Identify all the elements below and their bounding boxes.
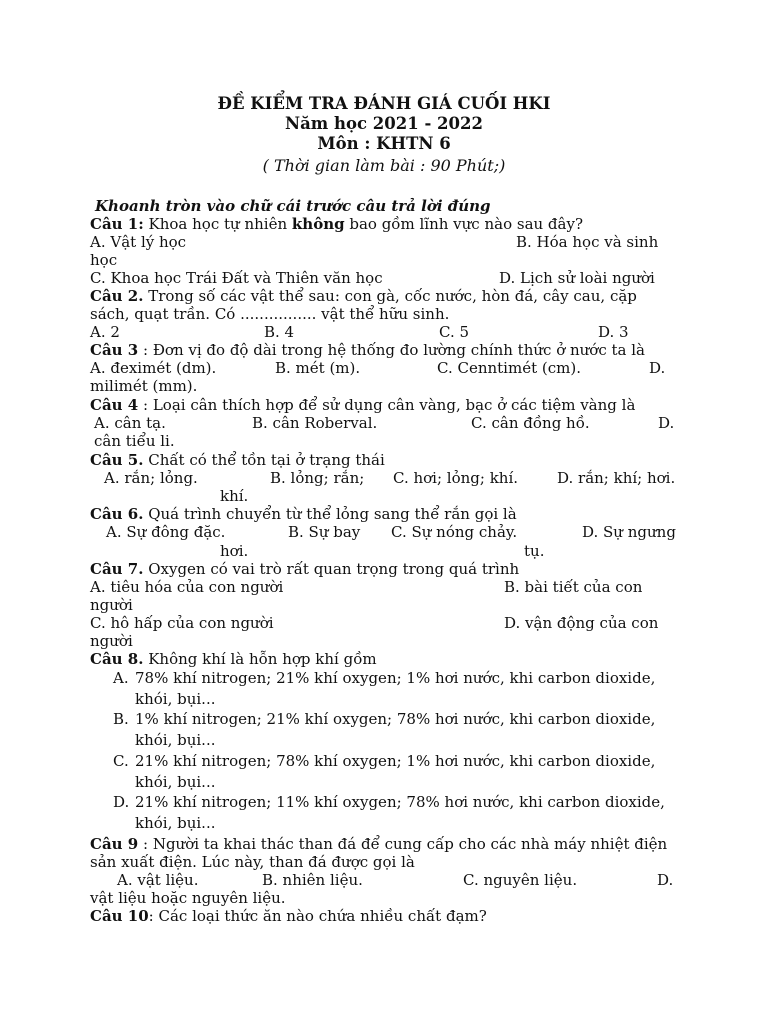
q1-option-b-cont: học: [90, 251, 118, 269]
question-label: Câu 3: [90, 341, 139, 359]
q5-option-d: D. rắn; khí; hơi.: [557, 469, 676, 487]
question-9: Câu 9 : Người ta khai thác than đá để cung cấp cho các nhà máy nhiệt điện: [90, 835, 668, 853]
exam-title: ĐỀ KIỂM TRA ĐÁNH GIÁ CUỐI HKI: [217, 94, 551, 113]
q7-option-b: B. bài tiết của con: [504, 578, 643, 596]
question-label: Câu 10: [90, 907, 149, 925]
question-label: Câu 2.: [90, 287, 144, 305]
q2-option-d: D. 3: [598, 323, 629, 341]
question-5: Câu 5. Chất có thể tồn tại ở trạng thái: [90, 451, 385, 469]
q8-option-d: 21% khí nitrogen; 11% khí oxygen; 78% hơi nước, khi carbon dioxide,: [135, 793, 665, 811]
question-9-line2: sản xuất điện. Lúc này, than đá được gọi là: [90, 853, 415, 871]
q8-option-c-cont: khói, bụi...: [135, 773, 216, 791]
question-3: Câu 3 : Đơn vị đo độ dài trong hệ thống đo lường chính thức ở nước ta là: [90, 341, 645, 359]
q5-option-b-cont: khí.: [220, 487, 249, 505]
q8-option-b: 1% khí nitrogen; 21% khí oxygen; 78% hơi nước, khi carbon dioxide,: [135, 710, 656, 728]
question-label: Câu 1:: [90, 215, 144, 233]
q9-option-d-cont: vật liệu hoặc nguyên liệu.: [90, 889, 286, 907]
q3-option-b: B. mét (m).: [275, 359, 361, 377]
q4-option-d: D.: [658, 414, 675, 432]
question-7: Câu 7. Oxygen có vai trò rất quan trọng trong quá trình: [90, 560, 520, 578]
q7-option-b-cont: người: [90, 596, 133, 614]
q6-option-b: B. Sự bay: [288, 523, 361, 541]
q8-option-a-letter: A.: [113, 669, 129, 687]
q4-option-c: C. cân đồng hồ.: [471, 414, 590, 432]
q6-option-c: C. Sự nóng chảy.: [391, 523, 518, 541]
question-4: Câu 4 : Loại cân thích hợp để sử dụng cân vàng, bạc ở các tiệm vàng là: [90, 396, 636, 414]
q7-option-a: A. tiêu hóa của con người: [90, 578, 284, 596]
q9-option-b: B. nhiên liệu.: [262, 871, 363, 889]
school-year: Năm học 2021 - 2022: [285, 114, 483, 133]
question-10: Câu 10: Các loại thức ăn nào chứa nhiều chất đạm?: [90, 907, 487, 925]
question-1: Câu 1: Khoa học tự nhiên không bao gồm lĩnh vực nào sau đây?: [90, 215, 583, 233]
q8-option-b-letter: B.: [113, 710, 129, 728]
question-label: Câu 7.: [90, 560, 144, 578]
q8-option-d-letter: D.: [113, 793, 130, 811]
q5-option-c: C. hơi; lỏng; khí.: [393, 469, 519, 487]
q3-option-d-cont: milimét (mm).: [90, 377, 198, 395]
q8-option-d-cont: khói, bụi...: [135, 814, 216, 832]
question-label: Câu 6.: [90, 505, 144, 523]
question-label: Câu 4: [90, 396, 139, 414]
q1-option-c: C. Khoa học Trái Đất và Thiên văn học: [90, 269, 383, 287]
q8-option-a-cont: khói, bụi...: [135, 690, 216, 708]
q7-option-d-cont: người: [90, 632, 133, 650]
q9-option-a: A. vật liệu.: [117, 871, 199, 889]
q6-option-d: D. Sự ngưng: [582, 523, 676, 541]
q2-option-b: B. 4: [264, 323, 295, 341]
q6-option-d-cont: tụ.: [524, 542, 545, 560]
subject: Môn : KHTN 6: [317, 134, 451, 153]
q8-option-b-cont: khói, bụi...: [135, 731, 216, 749]
time-limit: ( Thời gian làm bài : 90 Phút;): [262, 156, 506, 175]
question-label: Câu 8.: [90, 650, 144, 668]
question-8: Câu 8. Không khí là hỗn hợp khí gồm: [90, 650, 377, 668]
q1-option-a: A. Vật lý học: [90, 233, 187, 251]
question-label: Câu 9: [90, 835, 139, 853]
q9-option-c: C. nguyên liệu.: [463, 871, 578, 889]
q1-option-d: D. Lịch sử loài người: [499, 269, 655, 287]
instruction: Khoanh tròn vào chữ cái trước câu trả lời đúng: [95, 197, 491, 215]
q7-option-c: C. hô hấp của con người: [90, 614, 274, 632]
q6-option-a: A. Sự đông đặc.: [106, 523, 226, 541]
question-2-line2: sách, quạt trần. Có ................ vật thể hữu sinh.: [90, 305, 450, 323]
q8-option-c-letter: C.: [113, 752, 129, 770]
question-2: Câu 2. Trong số các vật thể sau: con gà, cốc nước, hòn đá, cây cau, cặp: [90, 287, 637, 305]
question-label: Câu 5.: [90, 451, 144, 469]
q3-option-c: C. Cenntimét (cm).: [437, 359, 581, 377]
q5-option-b: B. lỏng; rắn;: [270, 469, 365, 487]
q9-option-d: D.: [657, 871, 674, 889]
q7-option-d: D. vận động của con: [504, 614, 659, 632]
q6-option-b-cont: hơi.: [220, 542, 249, 560]
q3-option-d: D.: [649, 359, 666, 377]
q2-option-c: C. 5: [439, 323, 470, 341]
q2-option-a: A. 2: [90, 323, 120, 341]
question-6: Câu 6. Quá trình chuyển từ thể lỏng sang thể rắn gọi là: [90, 505, 517, 523]
q4-option-b: B. cân Roberval.: [252, 414, 378, 432]
q8-option-a: 78% khí nitrogen; 21% khí oxygen; 1% hơi nước, khi carbon dioxide,: [135, 669, 656, 687]
q4-option-a: A. cân tạ.: [94, 414, 166, 432]
q1-option-b: B. Hóa học và sinh: [516, 233, 659, 251]
q5-option-a: A. rắn; lỏng.: [104, 469, 198, 487]
q3-option-a: A. đeximét (dm).: [90, 359, 217, 377]
q4-option-d-cont: cân tiểu li.: [94, 432, 175, 450]
q8-option-c: 21% khí nitrogen; 78% khí oxygen; 1% hơi nước, khi carbon dioxide,: [135, 752, 656, 770]
